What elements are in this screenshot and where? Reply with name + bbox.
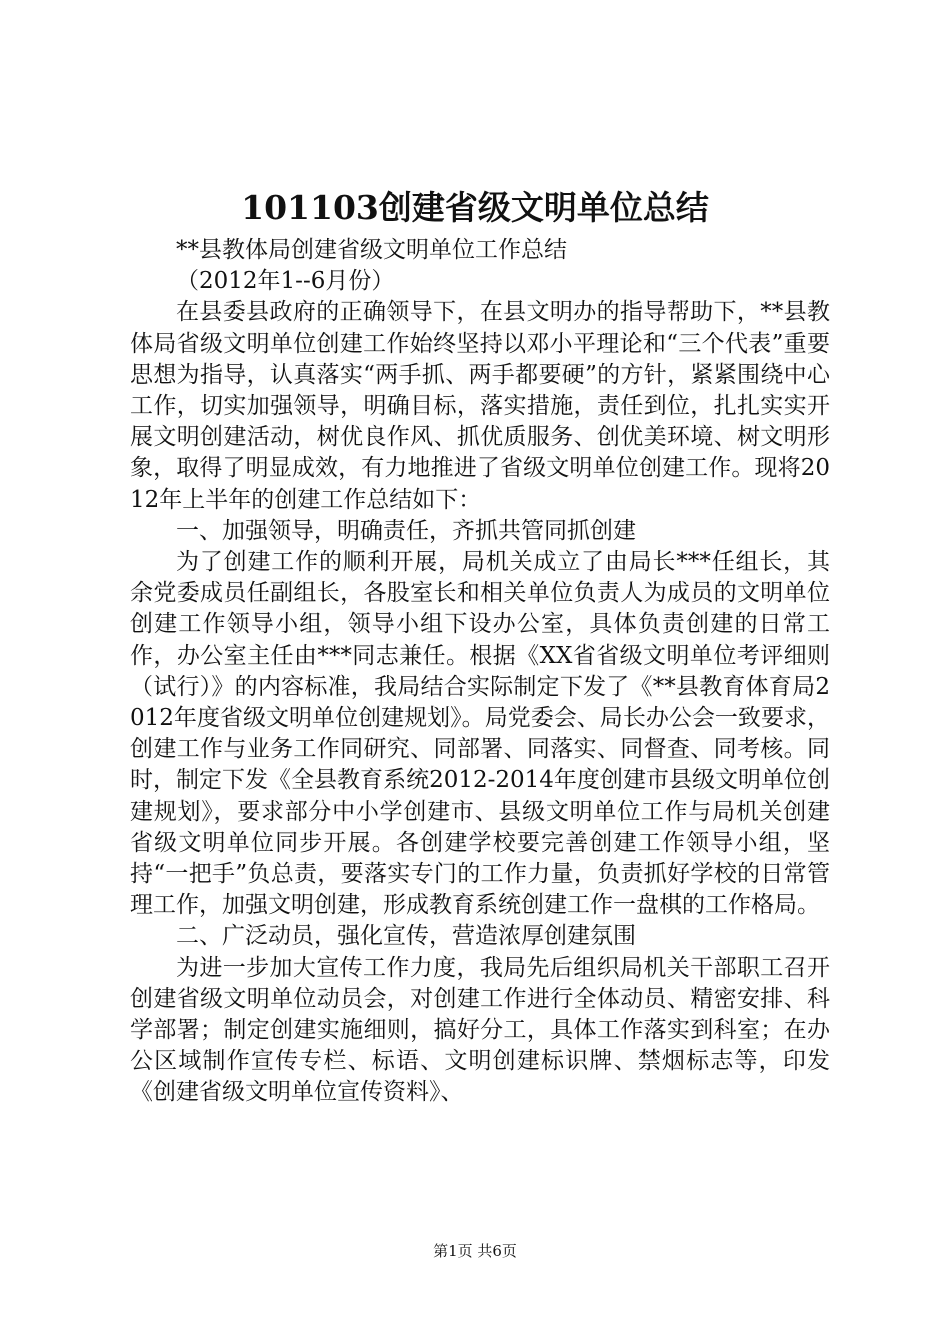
- document-body: [130, 235, 830, 1109]
- paragraph-date-range: （2012年1--6月份）: [176, 268, 395, 295]
- paragraph-section-2: 为进一步加大宣传工作力度，我局先后组织局机关干部职工召开创建省级文明单位动员会，对创建工作进行全体动员、精密安排、科学部署；制定创建实施细则，搞好分工，具体工作落实到科室；在办公区域制作宣传专栏、标语、文明创建标识牌、禁烟标志等，印发《创建省级文明单位宣传资料》、: [130, 954, 830, 1106]
- paragraph-section-1: 为了创建工作的顺利开展，局机关成立了由局长***任组长，其余党委成员任副组长，各股室长和相关单位负责人为成员的文明单位创建工作领导小组，领导小组下设办公室，具体负责创建的日常工作，办公室主任由***同志兼任。根据《XX省省级文明单位考评细则（试行）》的内容标准，我局结合实际制定下发了《**县教育体育局2012年度省级文明单位创建规划》。局党委会、局长办公会一致要求，创建工作与业务工作同研究、同部署、同落实、同督查、同考核。同时，制定下发《全县教育系统2012-2014年度创建市县级文明单位创建规划》，要求部分中小学创建市、县级文明单位工作与局机关创建省级文明单位同步开展。各创建学校要完善创建工作领导小组，坚持“一把手”负总责，要落实专门的工作力量，负责抓好学校的日常管理工作，加强文明创建，形成教育系统创建工作一盘棋的工作格局。: [130, 549, 830, 919]
- section-heading-1: 一、加强领导，明确责任，齐抓共管同抓创建: [176, 517, 636, 544]
- page-number: 第1页 共6页: [433, 1242, 517, 1260]
- section-heading-2: 二、广泛动员，强化宣传，营造浓厚创建氛围: [176, 923, 636, 950]
- paragraph-subtitle: **县教体局创建省级文明单位工作总结: [176, 237, 567, 263]
- document-title: 101103创建省级文明单位总结: [241, 188, 709, 227]
- paragraph-intro: 在县委县政府的正确领导下，在县文明办的指导帮助下，**县教体局省级文明单位创建工作始终坚持以邓小平理论和“三个代表”重要思想为指导，认真落实“两手抓、两手都要硬”的方针，紧紧围绕中心工作，切实加强领导，明确目标，落实措施，责任到位，扎扎实实开展文明创建活动，树优良作风、抓优质服务、创优美环境、树文明形象，取得了明显成效，有力地推进了省级文明单位创建工作。现将2012年上半年的创建工作总结如下：: [130, 299, 830, 513]
